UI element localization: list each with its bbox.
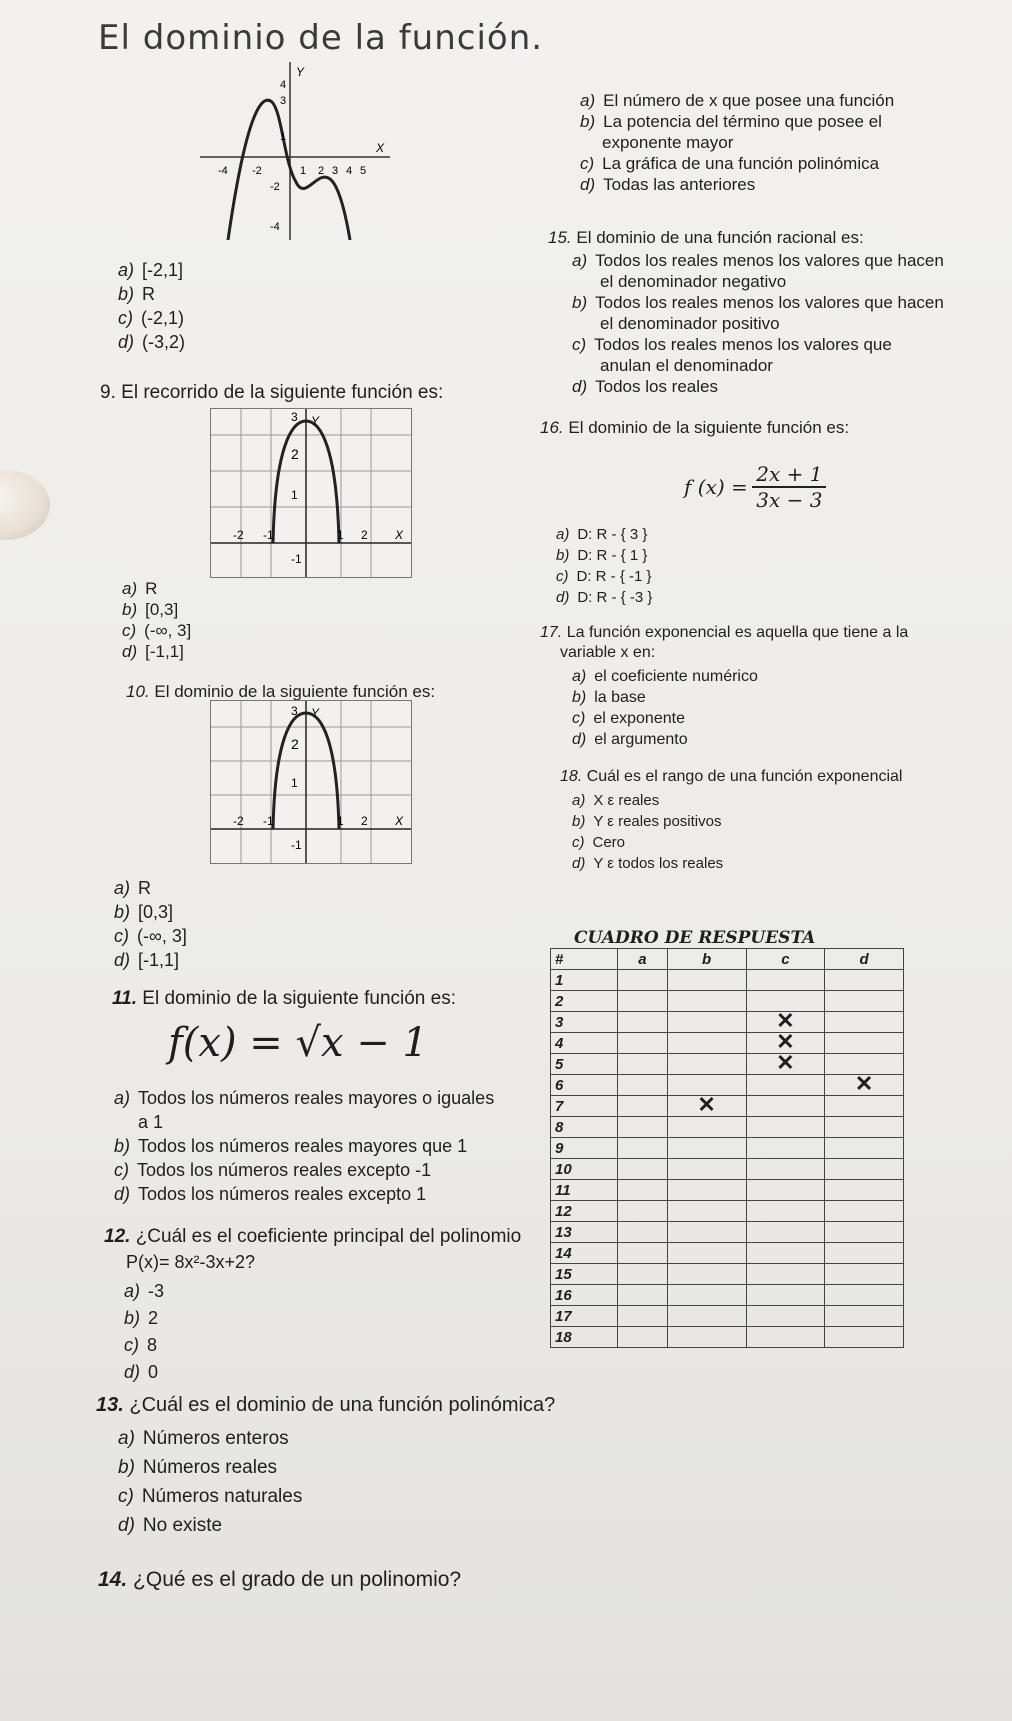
q8-options bbox=[118, 258, 185, 354]
answer-row-2 bbox=[551, 991, 904, 1012]
answer-cell-d[interactable] bbox=[825, 1071, 904, 1096]
answer-cell-c[interactable] bbox=[746, 1264, 825, 1285]
answer-row-17 bbox=[551, 1306, 904, 1327]
q11-option-a[interactable]: a) Todos los números reales mayores o iguales bbox=[114, 1088, 495, 1108]
answer-row-number: 7 bbox=[551, 1096, 618, 1117]
answer-cell-d[interactable] bbox=[825, 1264, 904, 1285]
q13-option-d[interactable]: d) No existe bbox=[118, 1515, 223, 1536]
answer-cell-b[interactable] bbox=[667, 1054, 746, 1075]
answer-cell-d[interactable] bbox=[825, 1201, 904, 1222]
q9-option-d[interactable]: d) [-1,1] bbox=[122, 642, 184, 661]
q11-option-a-cont: a 1 bbox=[138, 1112, 164, 1132]
answer-cell-a[interactable] bbox=[618, 1159, 668, 1180]
answer-mark-x: ✕ bbox=[697, 1092, 716, 1117]
q9-option-c[interactable]: c) (-∞, 3] bbox=[122, 621, 192, 640]
answer-cell-c[interactable] bbox=[746, 1180, 825, 1201]
q8-option-a[interactable]: a) [-2,1] bbox=[118, 260, 184, 280]
q16-options bbox=[556, 524, 652, 608]
q15-option-a[interactable]: a) Todos los reales menos los valores que hacen bbox=[572, 251, 944, 270]
answer-mark-x: ✕ bbox=[776, 1008, 795, 1033]
answer-table-header bbox=[551, 949, 904, 970]
answer-row-number: 14 bbox=[551, 1243, 618, 1264]
q8-tick: -2 bbox=[270, 181, 280, 193]
answer-cell-c[interactable] bbox=[746, 1075, 825, 1096]
q9-tick: -1 bbox=[291, 552, 302, 566]
answer-row-number: 4 bbox=[551, 1033, 618, 1054]
answer-table-body bbox=[551, 970, 904, 1348]
q13-option-b[interactable]: b) Números reales bbox=[118, 1457, 278, 1478]
q15-question: 15. El dominio de una función racional es: bbox=[548, 228, 864, 247]
answer-cell-a[interactable] bbox=[618, 1012, 668, 1033]
answer-cell-a[interactable] bbox=[618, 1096, 668, 1117]
answer-cell-b[interactable] bbox=[667, 1012, 746, 1033]
q16-fraction bbox=[752, 462, 826, 512]
q15-option-c[interactable]: c) Todos los reales menos los valores que bbox=[572, 335, 892, 354]
q16-f-label: f (x) = bbox=[684, 475, 748, 499]
header-d: d bbox=[825, 949, 904, 970]
q12-polynomial: P(x)= 8x²-3x+2? bbox=[126, 1252, 256, 1272]
q18-question: 18. Cuál es el rango de una función exponencial bbox=[560, 768, 903, 785]
q7-option-b[interactable]: b) La potencia del término que posee el bbox=[580, 112, 882, 131]
answer-cell-b[interactable] bbox=[667, 1243, 746, 1264]
answer-cell-a[interactable] bbox=[618, 1222, 668, 1243]
answer-cell-b[interactable] bbox=[667, 991, 746, 1012]
answer-table-title: CUADRO DE RESPUESTA bbox=[574, 928, 816, 948]
q10-graph bbox=[210, 700, 412, 864]
q11-option-b[interactable]: b) Todos los números reales mayores que 1 bbox=[114, 1136, 468, 1156]
answer-row-number: 10 bbox=[551, 1159, 618, 1180]
q13-option-a[interactable]: a) Números enteros bbox=[118, 1428, 289, 1449]
header-c: c bbox=[746, 949, 825, 970]
answer-cell-b[interactable] bbox=[667, 1285, 746, 1306]
q10-options bbox=[114, 876, 187, 972]
answer-cell-d[interactable] bbox=[825, 1180, 904, 1201]
answer-row-6 bbox=[551, 1075, 904, 1096]
answer-cell-a[interactable] bbox=[618, 1075, 668, 1096]
q18-option-a[interactable]: a) X ε reales bbox=[572, 792, 660, 809]
answer-row-12 bbox=[551, 1201, 904, 1222]
answer-row-18 bbox=[551, 1327, 904, 1348]
answer-cell-a[interactable] bbox=[618, 1201, 668, 1222]
q10-tick: -1 bbox=[291, 838, 302, 852]
answer-mark-x: ✕ bbox=[776, 1050, 795, 1075]
q8-tick: 3 bbox=[332, 165, 339, 177]
answer-cell-b[interactable] bbox=[667, 970, 746, 991]
q14-question: 14. ¿Qué es el grado de un polinomio? bbox=[98, 1568, 462, 1591]
answer-cell-d[interactable] bbox=[825, 1327, 904, 1348]
answer-cell-d[interactable] bbox=[825, 1243, 904, 1264]
answer-row-7 bbox=[551, 1096, 904, 1117]
answer-cell-b[interactable] bbox=[667, 1327, 746, 1348]
answer-cell-b[interactable] bbox=[667, 1159, 746, 1180]
q17-options bbox=[572, 666, 758, 750]
q12-option-c[interactable]: c) 8 bbox=[124, 1335, 158, 1355]
answer-cell-c[interactable] bbox=[746, 1096, 825, 1117]
answer-row-number: 8 bbox=[551, 1117, 618, 1138]
answer-cell-d[interactable] bbox=[825, 991, 904, 1012]
answer-cell-c[interactable] bbox=[746, 970, 825, 991]
q7-options bbox=[580, 90, 894, 195]
answer-cell-a[interactable] bbox=[618, 1285, 668, 1306]
q8-option-b[interactable]: b) R bbox=[118, 284, 156, 304]
answer-row-9 bbox=[551, 1138, 904, 1159]
q10-question: 10. El dominio de la siguiente función es: bbox=[126, 682, 436, 701]
answer-cell-a[interactable] bbox=[618, 991, 668, 1012]
handwritten-title: El dominio de la función. bbox=[98, 18, 544, 58]
header-a: a bbox=[618, 949, 668, 970]
q9-graph bbox=[210, 408, 412, 578]
answer-cell-c[interactable] bbox=[746, 1050, 825, 1075]
q17-question: 17. La función exponencial es aquella que tiene a la bbox=[540, 624, 909, 641]
q13-options bbox=[118, 1424, 302, 1540]
q9-option-a[interactable]: a) R bbox=[122, 579, 158, 598]
answer-cell-b[interactable] bbox=[667, 1264, 746, 1285]
q17-option-b[interactable]: b) la base bbox=[572, 689, 646, 706]
answer-row-number: 17 bbox=[551, 1306, 618, 1327]
answer-mark-x: ✕ bbox=[854, 1071, 874, 1096]
q10-y-label: Y bbox=[311, 706, 320, 720]
q10-option-a[interactable]: a) R bbox=[114, 878, 152, 898]
answer-cell-a[interactable] bbox=[618, 1243, 668, 1264]
q9-tick: 1 bbox=[337, 528, 344, 542]
answer-cell-a[interactable] bbox=[618, 1054, 668, 1075]
answer-cell-d[interactable] bbox=[825, 1285, 904, 1306]
answer-cell-b[interactable] bbox=[667, 1306, 746, 1327]
answer-cell-c[interactable] bbox=[746, 1201, 825, 1222]
q10-tick: 1 bbox=[337, 814, 344, 828]
answer-cell-c[interactable] bbox=[746, 1306, 825, 1327]
answer-cell-a[interactable] bbox=[618, 1117, 668, 1138]
q12-options bbox=[124, 1278, 164, 1386]
answer-cell-c[interactable] bbox=[746, 1243, 825, 1264]
q10-option-d[interactable]: d) [-1,1] bbox=[114, 950, 180, 970]
q10-tick: 2 bbox=[361, 814, 368, 828]
q8-option-d[interactable]: d) (-3,2) bbox=[118, 332, 186, 352]
q7-option-a[interactable]: a) El número de x que posee una función bbox=[580, 91, 895, 110]
q12-option-b[interactable]: b) 2 bbox=[124, 1308, 159, 1328]
q9-tick: 2 bbox=[361, 528, 368, 542]
answer-cell-c[interactable] bbox=[746, 1285, 825, 1306]
q17-option-a[interactable]: a) el coeficiente numérico bbox=[572, 668, 758, 685]
answer-row-15 bbox=[551, 1264, 904, 1285]
q9-option-b[interactable]: b) [0,3] bbox=[122, 600, 179, 619]
q16-option-c[interactable]: c) D: R - { -1 } bbox=[556, 568, 652, 585]
header-b: b bbox=[667, 949, 746, 970]
answer-cell-a[interactable] bbox=[618, 1264, 668, 1285]
q10-tick: -2 bbox=[233, 814, 244, 828]
q15-option-b[interactable]: b) Todos los reales menos los valores que hacen bbox=[572, 293, 944, 312]
q8-tick: 4 bbox=[280, 79, 287, 91]
answer-cell-d[interactable] bbox=[825, 1159, 904, 1180]
answer-cell-d[interactable] bbox=[825, 1033, 904, 1054]
q12-option-a[interactable]: a) -3 bbox=[124, 1281, 165, 1301]
q10-x-label: X bbox=[395, 814, 404, 828]
q17-question-cont: variable x en: bbox=[560, 644, 656, 661]
q15-option-a-cont: el denominador negativo bbox=[600, 272, 787, 291]
q10-option-c[interactable]: c) (-∞, 3] bbox=[114, 926, 187, 946]
q18-option-b[interactable]: b) Y ε reales positivos bbox=[572, 813, 722, 830]
answer-cell-c[interactable] bbox=[746, 1327, 825, 1348]
q8-tick: -4 bbox=[218, 165, 228, 177]
q8-tick: 5 bbox=[360, 165, 367, 177]
q10-option-b[interactable]: b) [0,3] bbox=[114, 902, 174, 922]
answer-cell-a[interactable] bbox=[618, 1306, 668, 1327]
q8-tick: 4 bbox=[346, 165, 353, 177]
answer-row-number: 12 bbox=[551, 1201, 618, 1222]
answer-cell-c[interactable] bbox=[746, 1222, 825, 1243]
answer-cell-c[interactable] bbox=[746, 1159, 825, 1180]
answer-row-number: 18 bbox=[551, 1327, 618, 1348]
q9-tick: 3 bbox=[291, 410, 298, 424]
q15-option-b-cont: el denominador positivo bbox=[600, 314, 780, 333]
q9-tick: -2 bbox=[233, 528, 244, 542]
answer-row-16 bbox=[551, 1285, 904, 1306]
q9-tick: 2 bbox=[291, 446, 299, 462]
q11-formula: f(x) = √x − 1 bbox=[168, 1020, 428, 1066]
answer-row-10 bbox=[551, 1159, 904, 1180]
answer-row-3 bbox=[551, 1012, 904, 1033]
q12-question: 12. ¿Cuál es el coeficiente principal del polinomio bbox=[104, 1226, 522, 1247]
answer-row-number: 16 bbox=[551, 1285, 618, 1306]
q17-option-d[interactable]: d) el argumento bbox=[572, 731, 688, 748]
answer-cell-b[interactable] bbox=[667, 1222, 746, 1243]
answer-row-8 bbox=[551, 1117, 904, 1138]
answer-cell-a[interactable] bbox=[618, 1138, 668, 1159]
q8-tick: -2 bbox=[252, 165, 262, 177]
answer-cell-a[interactable] bbox=[618, 1180, 668, 1201]
answer-cell-d[interactable] bbox=[825, 1012, 904, 1033]
q8-tick: 2 bbox=[318, 165, 325, 177]
q8-y-label: Y bbox=[296, 65, 305, 79]
q12-option-d[interactable]: d) 0 bbox=[124, 1362, 159, 1382]
q16-option-b[interactable]: b) D: R - { 1 } bbox=[556, 547, 648, 564]
q8-tick: 1 bbox=[280, 131, 287, 143]
q16-option-d[interactable]: d) D: R - { -3 } bbox=[556, 589, 653, 606]
answer-cell-b[interactable] bbox=[667, 1180, 746, 1201]
q16-denominator: 3x − 3 bbox=[756, 488, 823, 512]
answer-cell-a[interactable] bbox=[618, 1033, 668, 1054]
q9-x-label: X bbox=[395, 528, 404, 542]
q18-options bbox=[572, 790, 723, 874]
q16-option-a[interactable]: a) D: R - { 3 } bbox=[556, 526, 648, 543]
q9-y-label: Y bbox=[311, 414, 320, 428]
answer-mark-x: ✕ bbox=[776, 1029, 795, 1054]
q15-option-d[interactable]: d) Todos los reales bbox=[572, 377, 718, 396]
answer-cell-b[interactable] bbox=[667, 1138, 746, 1159]
answer-row-5 bbox=[551, 1054, 904, 1075]
q10-tick: -1 bbox=[263, 814, 274, 828]
answer-cell-b[interactable] bbox=[667, 1033, 746, 1054]
answer-cell-a[interactable] bbox=[618, 970, 668, 991]
answer-row-13 bbox=[551, 1222, 904, 1243]
q18-option-c[interactable]: c) Cero bbox=[572, 834, 626, 851]
q18-option-d[interactable]: d) Y ε todos los reales bbox=[572, 855, 724, 872]
answer-row-number: 9 bbox=[551, 1138, 618, 1159]
answer-row-4 bbox=[551, 1033, 904, 1054]
answer-cell-b[interactable] bbox=[667, 1201, 746, 1222]
header-number: # bbox=[551, 949, 618, 970]
q7-option-b-cont: exponente mayor bbox=[602, 133, 734, 152]
q8-tick: -4 bbox=[270, 221, 280, 233]
q16-formula bbox=[684, 462, 826, 512]
answer-row-number: 5 bbox=[551, 1054, 618, 1075]
q10-tick: 2 bbox=[291, 736, 299, 752]
answer-cell-d[interactable] bbox=[825, 1222, 904, 1243]
answer-row-number: 15 bbox=[551, 1264, 618, 1285]
finger-in-photo bbox=[0, 470, 50, 540]
answer-cell-c[interactable] bbox=[746, 1117, 825, 1138]
q8-tick: 1 bbox=[300, 165, 307, 177]
q16-numerator: 2x + 1 bbox=[752, 462, 826, 488]
q9-question: 9. El recorrido de la siguiente función es: bbox=[100, 382, 444, 403]
q15-option-c-cont: anulan el denominador bbox=[600, 356, 773, 375]
q9-tick: 1 bbox=[291, 488, 298, 502]
q10-tick: 3 bbox=[291, 704, 298, 718]
answer-row-number: 6 bbox=[551, 1075, 618, 1096]
answer-row-1 bbox=[551, 970, 904, 991]
answer-cell-d[interactable] bbox=[825, 1138, 904, 1159]
q9-options bbox=[122, 578, 191, 662]
q7-option-c[interactable]: c) La gráfica de una función polinómica bbox=[580, 154, 880, 173]
q11-option-c[interactable]: c) Todos los números reales excepto -1 bbox=[114, 1160, 432, 1180]
q8-option-c[interactable]: c) (-2,1) bbox=[118, 308, 185, 328]
q15-options bbox=[572, 250, 944, 397]
answer-row-14 bbox=[551, 1243, 904, 1264]
answer-cell-c[interactable] bbox=[746, 1138, 825, 1159]
q9-tick: -1 bbox=[263, 528, 274, 542]
q11-options bbox=[114, 1086, 494, 1206]
q8-x-label: X bbox=[376, 141, 385, 155]
q11-option-d[interactable]: d) Todos los números reales excepto 1 bbox=[114, 1184, 427, 1204]
answer-cell-b[interactable] bbox=[667, 1092, 746, 1117]
q16-question: 16. El dominio de la siguiente función es: bbox=[540, 418, 850, 437]
answer-row-number: 1 bbox=[551, 970, 618, 991]
q13-option-c[interactable]: c) Números naturales bbox=[118, 1486, 303, 1507]
answer-row-11 bbox=[551, 1180, 904, 1201]
answer-cell-d[interactable] bbox=[825, 1306, 904, 1327]
q8-tick: 3 bbox=[280, 95, 287, 107]
answer-cell-a[interactable] bbox=[618, 1327, 668, 1348]
answer-row-number: 3 bbox=[551, 1012, 618, 1033]
answer-table bbox=[550, 948, 904, 1348]
answer-row-number: 11 bbox=[551, 1180, 618, 1201]
q7-option-d[interactable]: d) Todas las anteriores bbox=[580, 175, 756, 194]
answer-cell-d[interactable] bbox=[825, 1117, 904, 1138]
answer-row-number: 13 bbox=[551, 1222, 618, 1243]
q11-question: 11. El dominio de la siguiente función es: bbox=[112, 988, 456, 1009]
answer-cell-d[interactable] bbox=[825, 970, 904, 991]
q17-option-c[interactable]: c) el exponente bbox=[572, 710, 685, 727]
answer-row-number: 2 bbox=[551, 991, 618, 1012]
q8-graph bbox=[200, 62, 540, 240]
q10-tick: 1 bbox=[291, 776, 298, 790]
answer-cell-b[interactable] bbox=[667, 1117, 746, 1138]
answer-cell-d[interactable] bbox=[825, 1096, 904, 1117]
q13-question: 13. ¿Cuál es el dominio de una función polinómica? bbox=[96, 1394, 556, 1416]
